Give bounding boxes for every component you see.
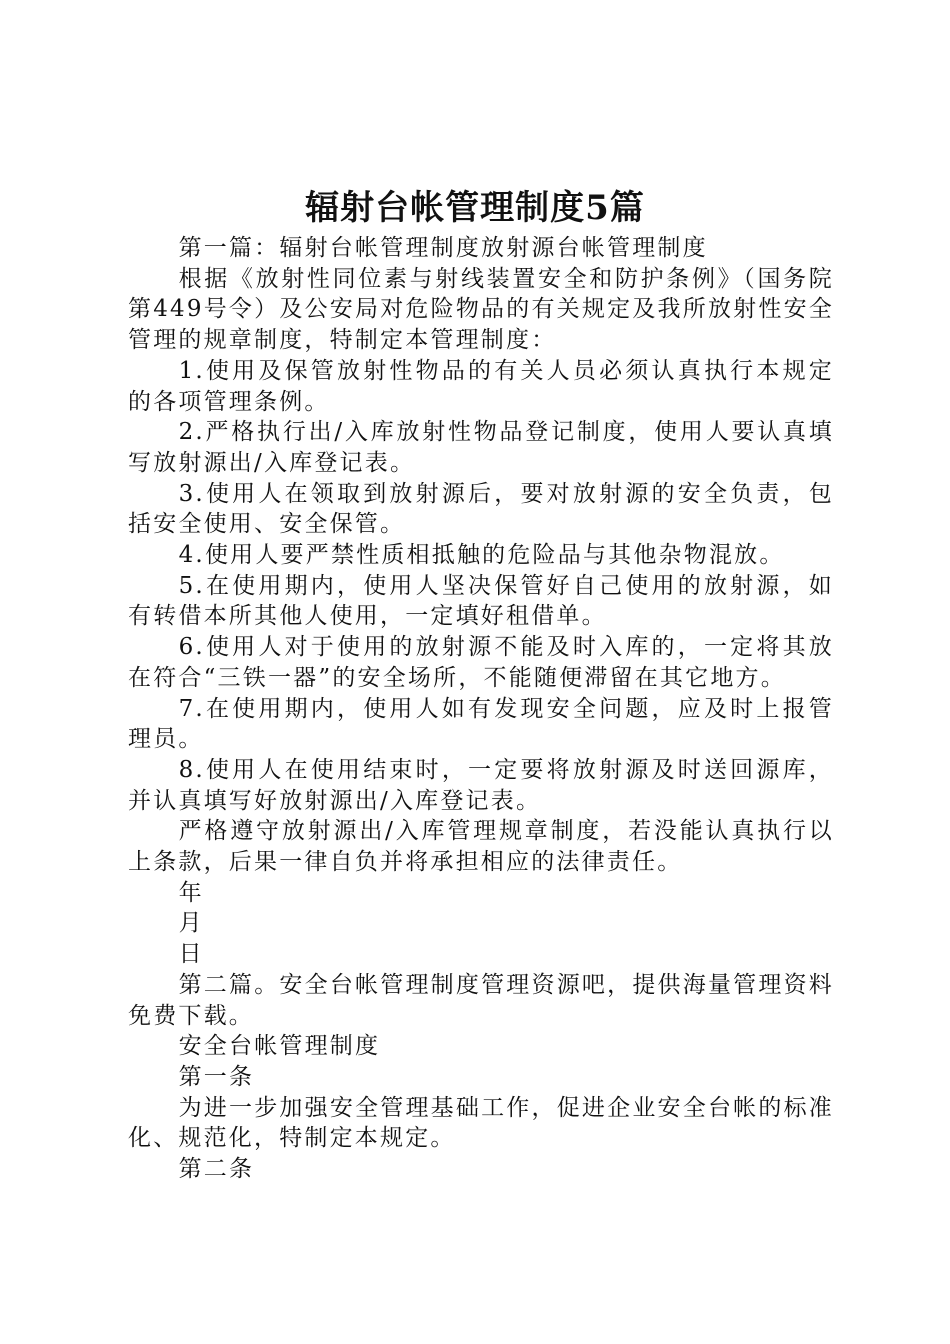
paragraph-rule-7: 7.在使用期内，使用人如有发现安全问题，应及时上报管理员。 xyxy=(128,695,834,753)
paragraph-article-1-body: 为进一步加强安全管理基础工作，促进企业安全台帐的标准化、规范化，特制定本规定。 xyxy=(128,1094,834,1152)
date-month-label: 月 xyxy=(178,910,204,937)
paragraph-article-2-heading: 第二条 xyxy=(178,1156,255,1183)
paragraph-rule-2: 2.严格执行出/入库放射性物品登记制度，使用人要认真填写放射源出/入库登记表。 xyxy=(128,419,834,476)
paragraph-part-two-heading: 第二篇。安全台帐管理制度管理资源吧，提供海量管理资料免费下载。 xyxy=(128,971,834,1029)
paragraph-closing: 严格遵守放射源出/入库管理规章制度，若没能认真执行以上条款，后果一律自负并将承担相应的法律责任。 xyxy=(128,818,834,876)
paragraph-article-1-heading: 第一条 xyxy=(178,1063,255,1090)
paragraph-rule-6: 6.使用人对于使用的放射源不能及时入库的，一定将其放在符合“三铁一器”的安全场所，不能随便滞留在其它地方。 xyxy=(128,634,834,691)
paragraph-intro: 根据《放射性同位素与射线装置安全和防护条例》（国务院第449号令）及公安局对危险物品的有关规定及我所放射性安全管理的规章制度，特制定本管理制度： xyxy=(128,265,834,354)
document-title: 辐射台帐管理制度5篇 xyxy=(305,188,645,228)
date-year-label: 年 xyxy=(178,879,204,906)
paragraph-rule-1: 1.使用及保管放射性物品的有关人员必须认真执行本规定的各项管理条例。 xyxy=(128,357,834,415)
document-body xyxy=(128,233,834,1185)
paragraph-rule-5: 5.在使用期内，使用人坚决保管好自己使用的放射源，如有转借本所其他人使用，一定填好租借单。 xyxy=(128,572,834,630)
paragraph-part-one-heading: 第一篇：辐射台帐管理制度放射源台帐管理制度 xyxy=(178,235,708,261)
paragraph-rule-4: 4.使用人要严禁性质相抵触的危险品与其他杂物混放。 xyxy=(178,542,785,569)
paragraph-rule-8: 8.使用人在使用结束时，一定要将放射源及时送回源库，并认真填写好放射源出/入库登记表。 xyxy=(128,756,834,814)
paragraph-section-title: 安全台帐管理制度 xyxy=(178,1033,381,1060)
date-day-label: 日 xyxy=(178,941,204,968)
paragraph-rule-3: 3.使用人在领取到放射源后，要对放射源的安全负责，包括安全使用、安全保管。 xyxy=(128,480,834,538)
